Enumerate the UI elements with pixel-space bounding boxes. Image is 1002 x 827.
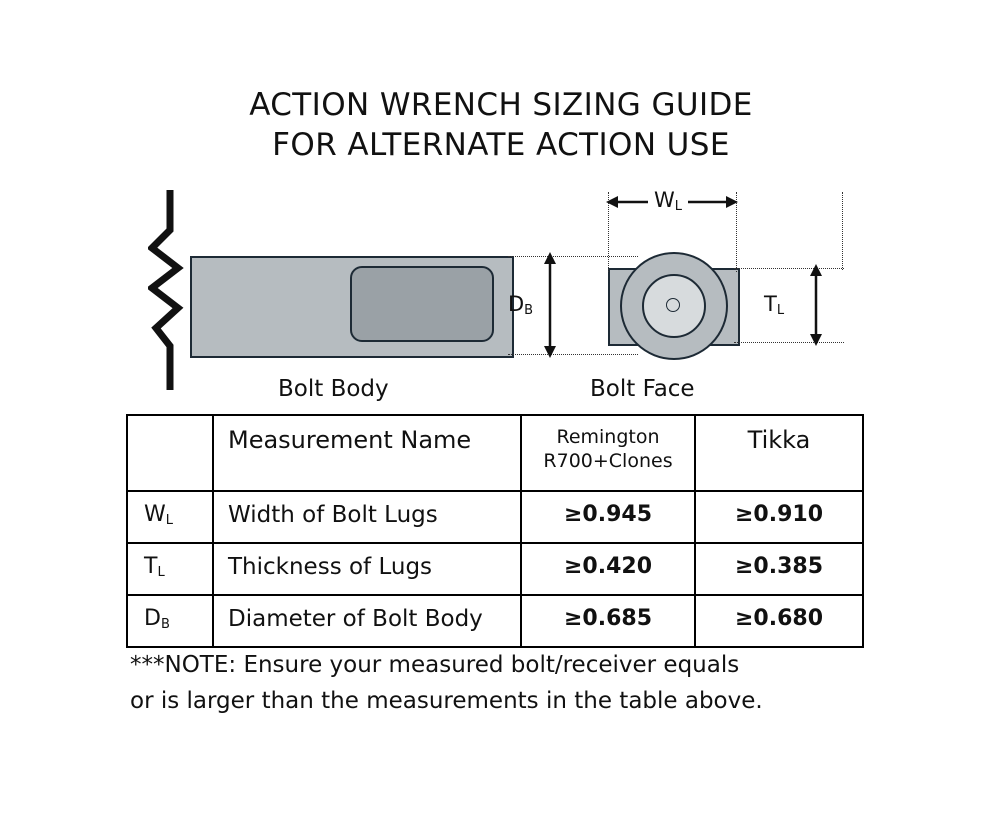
- wl-label: $W_L$: [648, 188, 688, 212]
- row-remington-cell: [521, 491, 695, 543]
- measurement-table-wrapper: [126, 414, 862, 648]
- row-remington-cell: [521, 543, 695, 595]
- tl-dimension-arrow: [806, 264, 826, 350]
- page-title: [0, 86, 1002, 165]
- note-line-2: or is larger than the measurements in the table above.: [130, 687, 763, 714]
- bolt-diagram: [120, 180, 882, 410]
- row-tikka-cell: [695, 491, 863, 543]
- row-name-cell: [213, 595, 521, 647]
- db-ext-line-top: [508, 256, 638, 257]
- tl-label: $T_L$: [764, 292, 785, 318]
- row-remington-value: ≥0.945: [563, 502, 653, 527]
- measurement-table: [126, 414, 864, 648]
- header-name-cell: [213, 415, 521, 491]
- title-line-2: FOR ALTERNATE ACTION USE: [272, 126, 730, 163]
- row-symbol-label: $W_L$: [144, 502, 174, 528]
- header-symbol-cell: [127, 415, 213, 491]
- tl-ext-line-vertical: [842, 192, 843, 270]
- row-symbol-label: $T_L$: [144, 554, 165, 580]
- row-symbol-label: $D_B$: [144, 606, 170, 632]
- header-remington-wrapper: [522, 416, 694, 490]
- row-symbol-cell: [127, 543, 213, 595]
- tl-ext-line-top: [734, 268, 844, 269]
- row-tikka-cell: [695, 595, 863, 647]
- bolt-face-caption: Bolt Face: [590, 376, 695, 402]
- bolt-body-caption: Bolt Body: [278, 376, 389, 402]
- row-tikka-cell: [695, 543, 863, 595]
- note-line-1: ***NOTE: Ensure your measured bolt/receiver equals: [130, 652, 740, 678]
- header-name-label: Measurement Name: [228, 426, 472, 454]
- row-tikka-value: ≥0.385: [734, 554, 824, 579]
- header-remington-cell: [521, 415, 695, 491]
- header-remington-line1: Remington: [556, 426, 660, 448]
- row-symbol-cell: [127, 491, 213, 543]
- row-tikka-value: ≥0.910: [734, 502, 824, 527]
- row-name-cell: [213, 543, 521, 595]
- row-name-label: Width of Bolt Lugs: [228, 502, 438, 528]
- db-ext-line-bottom: [508, 354, 638, 355]
- header-symbol-label: [128, 416, 212, 490]
- row-tikka-value: ≥0.680: [734, 606, 824, 631]
- header-remington-line2: R700+Clones: [543, 449, 673, 472]
- title-line-1: ACTION WRENCH SIZING GUIDE: [249, 87, 753, 123]
- table-row: [127, 595, 863, 647]
- row-remington-cell: [521, 595, 695, 647]
- row-name-cell: [213, 491, 521, 543]
- row-remington-value: ≥0.420: [563, 554, 653, 579]
- db-dimension-arrow: [540, 252, 560, 362]
- row-symbol-cell: [127, 595, 213, 647]
- row-name-label: Thickness of Lugs: [228, 554, 433, 580]
- bolt-body-lug-shape: [350, 266, 494, 342]
- table-row: [127, 491, 863, 543]
- header-tikka-label: Tikka: [747, 426, 811, 454]
- row-name-label: Diameter of Bolt Body: [228, 606, 483, 632]
- table-row: [127, 543, 863, 595]
- bolt-face-center-dot: [666, 298, 680, 312]
- row-remington-value: ≥0.685: [563, 606, 653, 631]
- tl-ext-line-bottom: [734, 342, 844, 343]
- note-text: [130, 648, 890, 719]
- db-label: $D_B$: [508, 292, 534, 318]
- table-header-row: [127, 415, 863, 491]
- header-tikka-cell: [695, 415, 863, 491]
